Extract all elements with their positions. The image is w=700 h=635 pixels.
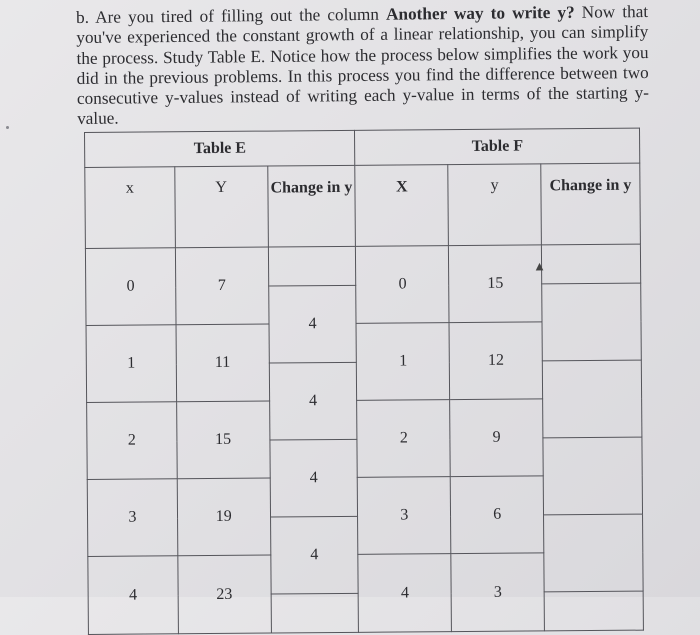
table-e-y-cell: 7	[175, 247, 268, 325]
table-f-y-cell: 3	[451, 553, 544, 632]
table-f-change-blank[interactable]	[541, 244, 640, 284]
table-e-title: Table E	[85, 130, 356, 167]
table-e-y-cell: 19	[177, 478, 270, 556]
table-f-x-cell: 1	[356, 323, 449, 401]
table-e-x-cell: 1	[86, 325, 176, 403]
table-e-x-cell: 4	[88, 556, 178, 635]
table-f-change-blank[interactable]	[544, 591, 643, 631]
table-f-title: Table F	[355, 128, 640, 165]
tables-e-f	[84, 128, 644, 635]
table-e-x-cell: 3	[87, 479, 177, 557]
table-row	[85, 244, 640, 287]
problem-text	[76, 2, 649, 130]
table-f-x-cell: 0	[356, 246, 449, 324]
page-dot	[6, 126, 9, 129]
table-f-change-cell[interactable]	[542, 360, 642, 438]
table-f-header-x: X	[355, 165, 448, 247]
table-f-change-cell[interactable]	[544, 514, 644, 592]
table-e-change-cell: 4	[269, 362, 358, 440]
table-e-x-cell: 2	[87, 402, 177, 480]
intro-text-start: b. Are you tired of filling out the column	[76, 4, 387, 27]
table-f-y-cell: 9	[450, 399, 543, 477]
tables-sheet	[84, 128, 644, 602]
table-f-x-cell: 2	[357, 400, 450, 478]
table-e-header-y: Y	[175, 166, 268, 248]
table-f-change-cell[interactable]	[542, 283, 642, 361]
table-e-y-cell: 23	[178, 555, 271, 634]
table-e-y-cell: 15	[176, 401, 269, 479]
table-f-change-cell[interactable]	[543, 437, 643, 515]
table-e-change-blank	[271, 593, 359, 633]
intro-text-rest: Now that you've experienced the constant growth of a linear relationship, you can simplify the process. Study Table E. Notice how the process below simplifies the work you did in the previous problems. In this process you find the difference between two consecutive y-values instead of writing each y-value in terms of the starting y-value.	[76, 2, 650, 129]
table-e-y-cell: 11	[176, 324, 269, 402]
table-f-x-cell: 4	[358, 554, 451, 633]
table-e-change-cell: 4	[270, 439, 359, 517]
table-e-change-cell: 4	[268, 285, 357, 363]
table-f-x-cell: 3	[358, 477, 451, 555]
table-f-header-y: y	[448, 164, 541, 246]
table-e-header-x: x	[85, 167, 175, 249]
table-f-header-change: Change in y	[541, 163, 641, 245]
table-f-y-cell: 12	[449, 322, 542, 400]
intro-text-bold: Another way to write y?	[385, 2, 575, 24]
table-e-change-blank	[268, 246, 356, 286]
table-f-y-cell: 6	[450, 476, 543, 554]
table-e-change-cell: 4	[270, 516, 359, 594]
cursor-arrow-icon: ▲	[533, 258, 546, 274]
table-e-header-change: Change in y	[267, 165, 356, 247]
table-f-y-cell: 15	[449, 245, 542, 323]
table-e-x-cell: 0	[85, 248, 175, 326]
